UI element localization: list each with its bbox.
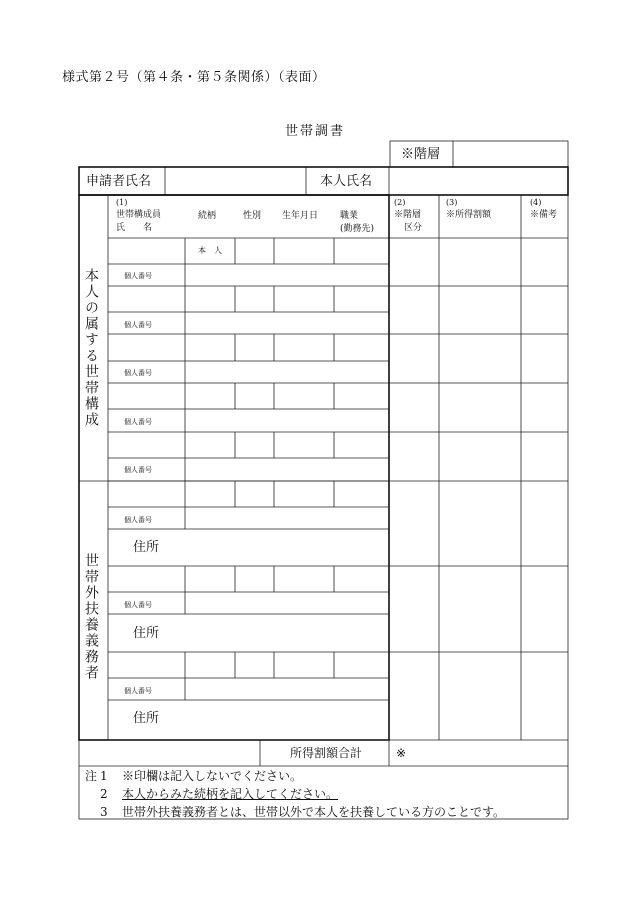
occupation-header-line1: 職業 [340, 211, 359, 221]
my-number-label: 個人番号 [124, 418, 152, 426]
col2-number: (2) [394, 198, 406, 207]
my-number-label: 個人番号 [124, 272, 152, 280]
col4-header: ※備考 [530, 210, 558, 220]
my-number-label: 個人番号 [124, 369, 152, 377]
note-3-number: 3 [100, 805, 108, 819]
sex-header: 性別 [243, 211, 262, 221]
my-number-label: 個人番号 [124, 516, 152, 524]
my-number-label: 個人番号 [124, 687, 152, 695]
col2-header-line1: ※階層 [394, 210, 422, 220]
col1-number: (1) [116, 198, 128, 207]
note-1-number: 1 [100, 769, 108, 783]
note-1-text: ※印欄は記入しないでください。 [122, 769, 303, 783]
household-section-label: 本人の属する世帯構成 [83, 268, 99, 428]
my-number-label: 個人番号 [124, 466, 152, 474]
address-label: 住所 [133, 626, 160, 641]
col2-header-line2: 区分 [404, 223, 423, 233]
my-number-label: 個人番号 [124, 321, 152, 329]
notes-prefix: 注 [85, 769, 98, 783]
relationship-header: 続柄 [198, 211, 217, 221]
person-name-label: 本人氏名 [320, 174, 373, 189]
address-label: 住所 [133, 540, 160, 555]
note-2-number: 2 [100, 787, 108, 801]
col4-number: (4) [530, 198, 542, 207]
form-number-label: 様式第２号（第４条・第５条関係）（表面） [62, 70, 326, 85]
document-title: 世帯調書 [284, 124, 345, 139]
self-relation-text: 本 人 [198, 246, 222, 255]
occupation-header-line2: (勤務先) [340, 224, 375, 234]
my-number-label: 個人番号 [124, 601, 152, 609]
note-2-text: 本人からみた続柄を記入してください。 [122, 787, 339, 801]
birthdate-header: 生年月日 [282, 211, 319, 221]
income-total-label: 所得割額合計 [290, 746, 363, 760]
col1-header-line2: 氏 名 [116, 223, 153, 233]
col3-header: ※所得割額 [446, 210, 492, 220]
col3-number: (3) [446, 198, 458, 207]
income-total-mark: ※ [396, 746, 407, 760]
kaiso-label: ※階層 [401, 147, 441, 162]
outside-supporters-section-label: 世帯外扶養義務者 [83, 553, 99, 681]
address-label: 住所 [133, 711, 160, 726]
note-3-text: 世帯外扶養義務者とは、世帯以外で本人を扶養している方のことです。 [122, 805, 506, 819]
col1-header-line1: 世帯構成員 [116, 210, 162, 220]
applicant-name-label: 申請者氏名 [86, 174, 152, 189]
